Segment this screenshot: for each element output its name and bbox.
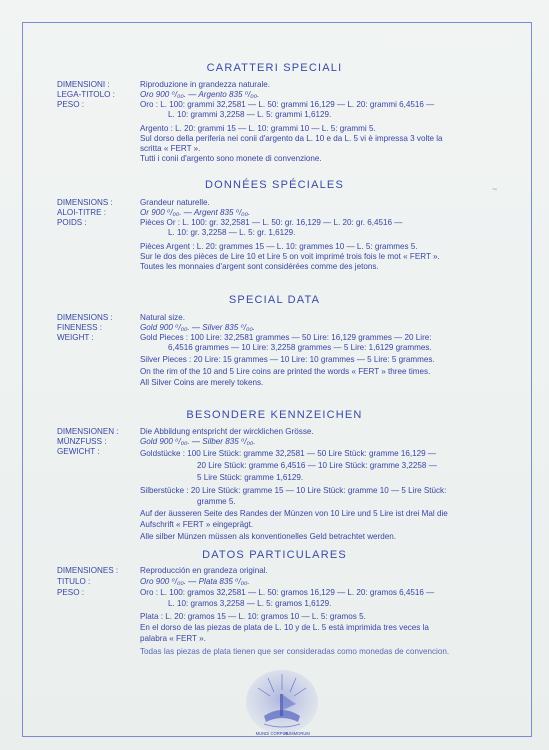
section-title-spanish: DATOS PARTICULARES xyxy=(202,549,347,561)
text-line: All Silver Coins are merely tokens. xyxy=(140,378,264,387)
label-dimensions-en: DIMENSIONS : xyxy=(57,313,113,322)
text-line: scritta « FERT ». xyxy=(140,144,201,153)
text-line: Oro 900 ⁰/₀₀. — Argento 835 ⁰/₀₀. xyxy=(140,90,260,99)
text-line: Argento : L. 20: grammi 15 — L. 10: grammi 10 — L. 5: grammi 5. xyxy=(140,124,376,133)
text-line: L. 10: grammi 3,2258 — L. 5: grammi 1,6129. xyxy=(168,110,332,119)
text-line: Natural size. xyxy=(140,313,185,322)
label-peso-es: PESO : xyxy=(57,588,84,597)
text-line: Goldstücke : 100 Lire Stück: gramme 32,2581 — 50 Lire Stück: gramme 16,129 — xyxy=(140,449,437,458)
text-line: Tutti i conii d'argento sono monete di convenzione. xyxy=(140,154,322,163)
text-line: Reproducción en grandeza original. xyxy=(140,566,268,575)
text-line: En el dorso de las piezas de plata de L. 10 y de L. 5 está imprimida tres veces la xyxy=(140,623,429,632)
text-line: L. 10: gr. 3,2258 — L. 5: gr. 1,6129. xyxy=(168,228,296,237)
text-line: On the rim of the 10 and 5 Lire coins are printed the words « FERT » three times. xyxy=(140,367,431,376)
text-line: Todas las piezas de plata tienen que ser consideradas como monedas de convencion. xyxy=(140,647,450,656)
label-dimensionen: DIMENSIONEN : xyxy=(57,427,119,436)
text-line: Grandeur naturelle. xyxy=(140,198,210,207)
text-line: Alle silber Münzen müssen als konventionelles Geld betrachtet werden. xyxy=(140,532,396,541)
text-line: Aufschrift « FERT » eingeprägt. xyxy=(140,520,254,529)
text-line: palabra « FERT ». xyxy=(140,634,206,643)
text-line: Pièces Argent : L. 20: grammes 15 — L. 10: grammes 10 — L. 5: grammes 5. xyxy=(140,242,418,251)
margin-mark: ~ xyxy=(492,184,498,194)
label-peso: PESO : xyxy=(57,100,84,109)
text-line: Toutes les monnaies d'argent sont considérées comme des jetons. xyxy=(140,262,379,271)
text-line: Gold 900 ⁰/₀₀. — Silver 835 ⁰/₀₀. xyxy=(140,323,256,332)
section-title-italian: CARATTERI SPECIALI xyxy=(206,62,343,74)
section-title-english: SPECIAL DATA xyxy=(228,294,321,306)
label-aloi-titre: ALOI-TITRE : xyxy=(57,208,107,217)
text-line: Die Abbildung entspricht der wircklichen Grösse. xyxy=(140,427,314,436)
text-line: Silberstücke : 20 Lire Stück: gramme 15 — 10 Lire Stück: gramme 10 — 5 Lire Stück: xyxy=(140,486,447,495)
text-line: Pièces Or : L. 100: gr. 32,2581 — L. 50: gr. 16,129 — L. 20: gr. 6,4516 — xyxy=(140,218,403,227)
text-line: 6,4516 grammes — 10 Lire: 3,2258 grammes — 5 Lire: 1,6129 grammes. xyxy=(168,343,432,352)
label-fineness: FINENESS : xyxy=(57,323,102,332)
section-title-german: BESONDERE KENNZEICHEN xyxy=(186,409,363,421)
text-line: Oro : L. 100: grammi 32,2581 — L. 50: grammi 16,129 — L. 20: grammi 6,4516 — xyxy=(140,100,435,109)
ship-mast-icon xyxy=(280,694,283,716)
label-dimensions-fr: DIMENSIONS : xyxy=(57,198,113,207)
label-dimensioni: DIMENSIONI : xyxy=(57,80,110,89)
text-line: Sur le dos des pièces de Lire 10 et Lire 5 on voit imprimé trois fois le mot « FERT ». xyxy=(140,252,440,261)
text-line: Sul dorso della periferia nei conii d'argento da L. 10 e da L. 5 vi è impressa 3 volte la xyxy=(140,134,443,143)
text-line: Auf der äusseren Seite des Randes der Münzen von 10 Lire und 5 Lire ist drei Mal die xyxy=(140,509,448,518)
text-line: Gold 900 ⁰/₀₀. — Silber 835 ⁰/₀₀. xyxy=(140,437,256,446)
text-line: Or 900 ⁰/₀₀. — Argent 835 ⁰/₀₀. xyxy=(140,208,251,217)
label-titulo: TITULO : xyxy=(57,577,91,586)
emblem-stamp xyxy=(242,664,322,742)
label-gewicht: GEWICHT : xyxy=(57,447,100,456)
text-line: Oro : L. 100: gramos 32,2581 — L. 50: gramos 16,129 — L. 20: gramos 6,4516 — xyxy=(140,588,435,597)
label-munzfuss: MÜNZFUSS : xyxy=(57,437,107,446)
section-title-french: DONNÉES SPÉCIALES xyxy=(205,179,344,191)
label-poids: POIDS : xyxy=(57,218,87,227)
text-line: gramme 5. xyxy=(197,497,236,506)
text-line: 20 Lire Stück: gramme 6,4516 — 10 Lire Stück: gramme 3,2258 — xyxy=(197,461,437,470)
label-weight: WEIGHT : xyxy=(57,333,94,342)
text-line: L. 10: gramos 3,2258 — L. 5: gramos 1,6129. xyxy=(168,599,332,608)
text-line: Gold Pieces : 100 Lire: 32,2581 grammes — 50 Lire: 16,129 grammes — 20 Lire: xyxy=(140,333,432,342)
label-dimensiones: DIMENSIONES : xyxy=(57,566,119,575)
emblem-motto-left: MUNDI CORPUS xyxy=(255,731,289,736)
text-line: Oro 900 ⁰/₀₀. — Plata 835 ⁰/₀₀. xyxy=(140,577,250,586)
text-line: Plata : L. 20: gramos 15 — L. 10: gramos 10 — L. 5: gramos 5. xyxy=(140,612,366,621)
text-line: Silver Pieces : 20 Lire: 15 grammes — 10 Lire: 10 grammes — 5 Lire: 5 grammes. xyxy=(140,355,435,364)
emblem-motto-right: NUMMORUM xyxy=(284,731,310,736)
text-line: Riproduzione in grandezza naturale. xyxy=(140,80,271,89)
label-lega-titolo: LEGA-TITOLO : xyxy=(57,90,115,99)
text-line: 5 Lire Stück: gramme 1,6129. xyxy=(197,473,304,482)
